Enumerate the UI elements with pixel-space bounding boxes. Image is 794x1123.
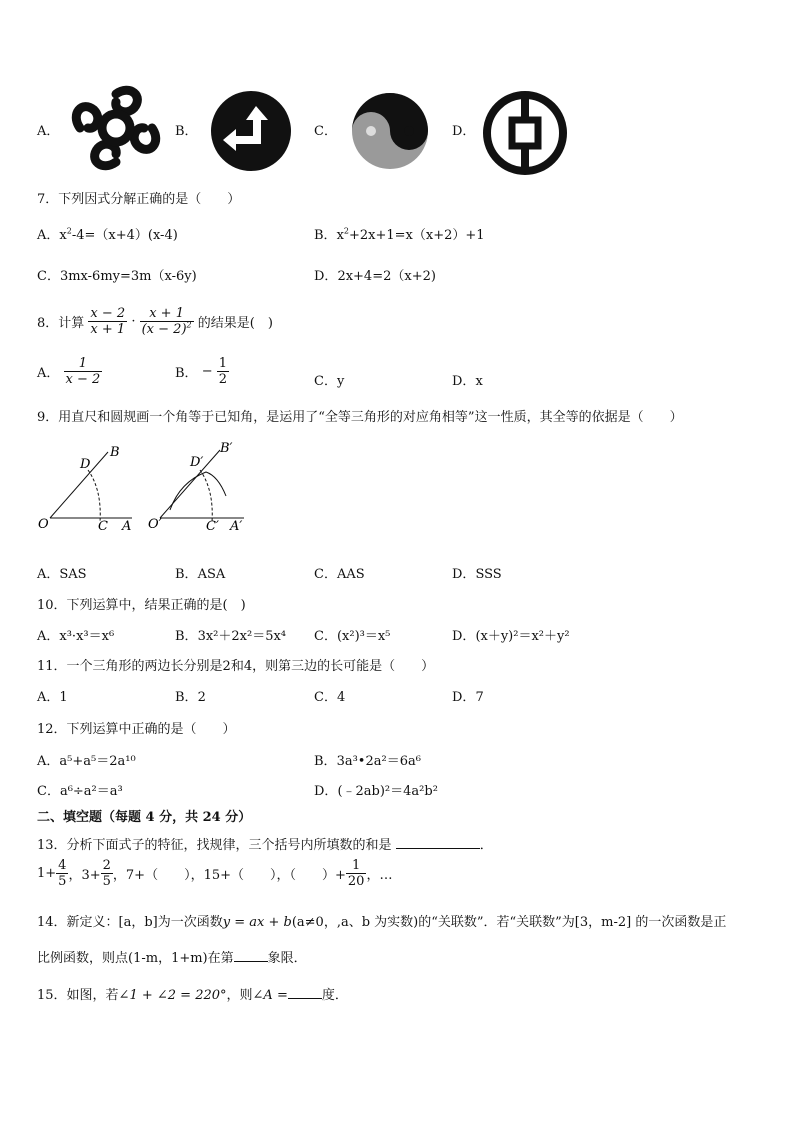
q13-sequence: 1+ $\frac{4}{5}$ ，3+ $\frac{2}{5}$ ，7+（ ），15+（ ），（ ）+ $\frac{1}{20}$ ，… <box>37 858 393 889</box>
q9-option-b: B．ASA <box>175 567 226 582</box>
interlaced-g-logo-icon <box>70 84 162 172</box>
q7-stem: 7．下列因式分解正确的是（ ） <box>37 192 241 207</box>
q6-option-c-label: C． <box>314 124 337 139</box>
yin-yang-icon <box>349 92 431 170</box>
q9-fig1-label-c: C <box>98 519 108 534</box>
q10-option-c: C．(x²)³＝x⁵ <box>314 629 391 644</box>
q9-stem: 9．用直尺和圆规画一个角等于已知角，是运用了“全等三角形的对应角相等”这一性质，其全等的依据是（ ） <box>37 410 683 425</box>
ancient-coin-icon <box>482 90 568 176</box>
q9-fig1-label-b: B <box>110 445 120 460</box>
q12-stem: 12．下列运算中正确的是（ ） <box>37 722 236 737</box>
q9-figure-constructed-angle <box>146 438 254 536</box>
q10-option-d: D．(x＋y)²＝x²＋y² <box>452 629 570 644</box>
q9-fig2-label-a: A′ <box>230 519 243 534</box>
q12-option-b: B．3a³•2a²＝6a⁶ <box>314 754 421 769</box>
section-2-title: 二、填空题（每题 4 分，共 24 分） <box>37 810 252 825</box>
q8-option-b: B． − $\frac{1}{2}$ <box>175 356 228 387</box>
q12-option-c: C．a⁶÷a²＝a³ <box>37 784 123 799</box>
q9-figure-original-angle <box>36 440 140 536</box>
q8-fraction-2: $\frac{x + 1}{(x - 2)^2}$ <box>141 306 192 337</box>
q15-answer-blank[interactable] <box>288 998 322 999</box>
q8-stem: 8．计算 $\frac{x - 2}{x + 1}$ · $\frac{x + 1}{(x - 2)^2}$ 的结果是( ) <box>37 306 273 337</box>
q9-fig2-label-c: C′ <box>206 519 219 534</box>
q14-line-1: 14．新定义：[a，b]为一次函数y = ax + b(a≠0，,a、b 为实数)的“关联数”．若“关联数”为[3，m-2] 的一次函数是正 <box>37 915 727 930</box>
q8-option-d: D．x <box>452 374 483 389</box>
q7-option-d: D．2x+4=2（x+2) <box>314 269 436 284</box>
q12-option-d: D．(﹣2ab)²＝4a²b² <box>314 784 438 799</box>
q14-function-formula: y = ax + b <box>222 915 292 930</box>
q9-fig2-label-o: O′ <box>148 517 162 532</box>
q9-fig1-label-a: A <box>122 519 132 534</box>
q6-option-b-label: B． <box>175 124 198 139</box>
q9-fig1-label-d: D <box>80 457 91 472</box>
q6-option-a-label: A． <box>37 124 60 139</box>
q14-answer-blank[interactable] <box>234 961 268 962</box>
q7-option-a: A．$x^2-4=(x+4)(x-4)$ <box>37 226 178 243</box>
q12-option-a: A．a⁵+a⁵＝2a¹⁰ <box>37 754 136 769</box>
q10-stem: 10．下列运算中，结果正确的是( ) <box>37 598 246 613</box>
q9-fig2-label-d: D′ <box>190 455 204 470</box>
q11-option-a: A．1 <box>37 690 68 705</box>
q10-option-b: B．3x²＋2x²＝5x⁴ <box>175 629 287 644</box>
q9-option-a: A．SAS <box>37 567 87 582</box>
q8-option-a: A． $\frac{1}{x - 2}$ <box>37 356 101 387</box>
q13-stem: 13．分析下面式子的特征，找规律，三个括号内所填数的和是 ． <box>37 838 493 853</box>
q14-line-2: 比例函数，则点(1-m，1+m)在第 象限． <box>37 951 307 966</box>
q11-option-b: B．2 <box>175 690 206 705</box>
q9-fig2-label-b: B′ <box>220 441 233 456</box>
q8-fraction-1: $\frac{x - 2}{x + 1}$ <box>90 306 126 337</box>
q11-option-c: C．4 <box>314 690 346 705</box>
q10-option-a: A．x³·x³＝x⁶ <box>37 629 115 644</box>
q11-stem: 11．一个三角形的两边长分别是2和4，则第三边的长可能是（ ） <box>37 659 435 674</box>
q15-stem: 15．如图，若∠1 + ∠2 = 220°，则∠A = 度． <box>37 988 348 1003</box>
q6-option-d-label: D． <box>452 124 476 139</box>
q13-answer-blank[interactable] <box>396 848 480 849</box>
q9-option-c: C．AAS <box>314 567 365 582</box>
q8-option-c: C．y <box>314 374 345 389</box>
q9-fig1-label-o: O <box>38 517 49 532</box>
turn-left-arrow-sign-icon <box>210 90 292 172</box>
q11-option-d: D．7 <box>452 690 484 705</box>
q7-option-b: B．$x^2+2x+1=x(x+2)+1$ <box>314 226 485 243</box>
q7-option-c: C．3mx-6my=3m（x-6y) <box>37 269 197 284</box>
q9-option-d: D．SSS <box>452 567 502 582</box>
